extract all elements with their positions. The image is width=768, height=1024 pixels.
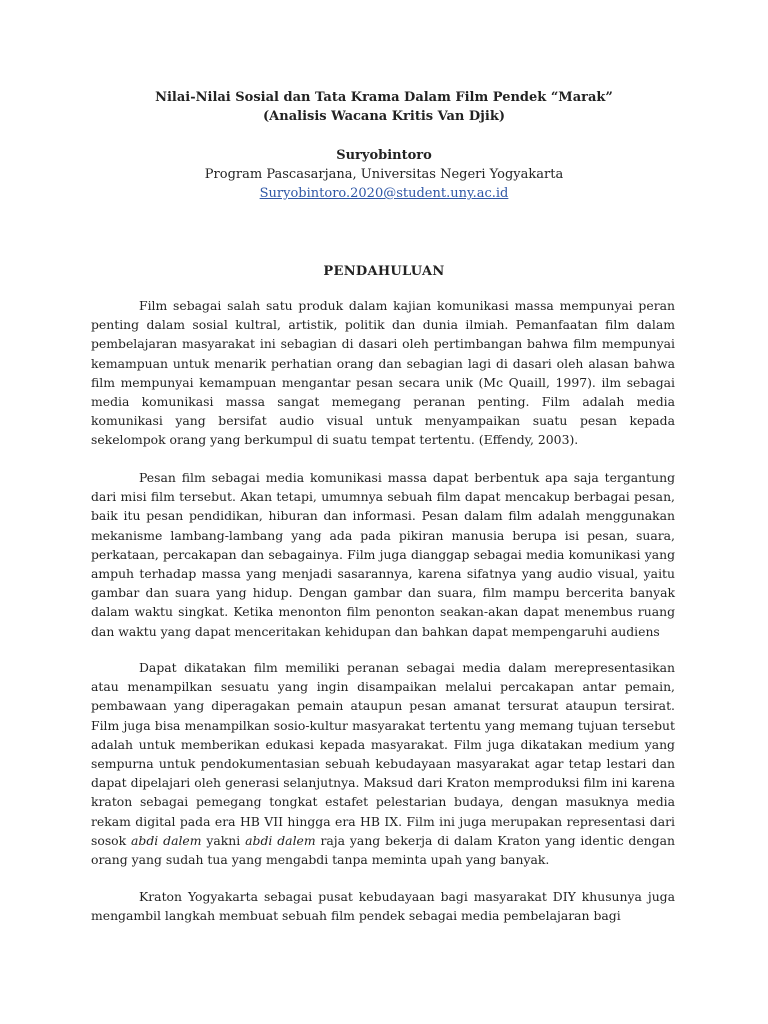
author-email-line [0, 184, 768, 203]
paragraph-3-text: Dapat dikatakan film memiliki peranan sebagai media dalam merepresentasikan atau menampilkan sesuatu yang ingin disampaikan melalui percakapan antar pemain, pembawaan yang diperagakan pemain ataupun pesan amanat tersurat ataupun tersirat. Film juga bisa menampilkan sosio-kultur masyarakat tertentu yang memang tujuan tersebut adalah untuk memberikan edukasi kepada masyarakat. Film juga dikatakan medium yang sempurna untuk pendokumentasian sebuah kebudayaan masyarakat agar tetap lestari dan dapat dipelajari oleh generasi selanjutnya. Maksud dari Kraton memproduksi film ini karena kraton sebagai pemegang tongkat estafet pelestarian budaya, dengan masuknya media rekam digital pada era HB VII hingga era HB IX. Film ini juga merupakan representasi dari sosok [91, 660, 675, 848]
paragraph-3-tail: raja yang bekerja di dalam Kraton yang identic dengan orang yang sudah tua yang mengabdi tanpa meminta upah yang banyak. [91, 832, 675, 868]
paper-title-line-1: Nilai-Nilai Sosial dan Tata Krama Dalam Film Pendek “Marak” [155, 90, 613, 105]
paragraph-1: Film sebagai salah satu produk dalam kajian komunikasi massa mempunyai peran penting dalam sosial kultral, artistik, politik dan dunia ilmiah. Pemanfaatan film dalam pembelajaran masyarakat ini sebagian di dasari oleh pertimbangan bahwa film mempunyai kemampuan untuk menarik perhatian orang dan sebagian lagi di dasari oleh alasan bahwa film mempunyai kemampuan mengantar pesan secara unik (Mc Quaill, 1997). ilm sebagai media komunikasi massa sangat memegang peranan penting. Film adalah media komunikasi yang bersifat audio visual untuk menyampaikan suatu pesan kepada sekelompok orang yang berkumpul di suatu tempat tertentu. (Effendy, 2003). [91, 298, 675, 448]
author-email-link[interactable]: Suryobintoro.2020@student.uny.ac.id [259, 186, 509, 201]
section-heading: PENDAHULUAN [323, 264, 445, 279]
paper-title-line-2: (Analisis Wacana Kritis Van Djik) [263, 109, 505, 124]
italic-term: abdi dalem [245, 832, 316, 848]
paragraph-3 [91, 658, 675, 869]
paragraph-2: Pesan film sebagai media komunikasi massa dapat berbentuk apa saja tergantung dari misi film tersebut. Akan tetapi, umumnya sebuah film dapat mencakup berbagai pesan, baik itu pesan pendidikan, hiburan dan informasi. Pesan dalam film adalah menggunakan mekanisme lambang-lambang yang ada pada pikiran manusia berupa isi pesan, suara, perkataan, percakapan dan sebagainya. Film juga dianggap sebagai media komunikasi yang ampuh terhadap massa yang menjadi sasarannya, karena sifatnya yang audio visual, yaitu gambar dan suara yang hidup. Dengan gambar dan suara, film mampu bercerita banyak dalam waktu singkat. Ketika menonton film penonton seakan-akan dapat menembus ruang dan waktu yang dapat menceritakan kehidupan dan bahkan dapat mempengaruhi audiens [91, 470, 675, 639]
italic-term: abdi dalem [131, 832, 202, 848]
paragraph-4: Kraton Yogyakarta sebagai pusat kebudayaan bagi masyarakat DIY khusunya juga mengambil langkah membuat sebuah film pendek sebagai media pembelajaran bagi [91, 889, 675, 924]
paragraph-3-connector: yakni [201, 832, 246, 848]
author-name: Suryobintoro [336, 148, 432, 163]
author-affiliation: Program Pascasarjana, Universitas Negeri Yogyakarta [204, 167, 564, 182]
